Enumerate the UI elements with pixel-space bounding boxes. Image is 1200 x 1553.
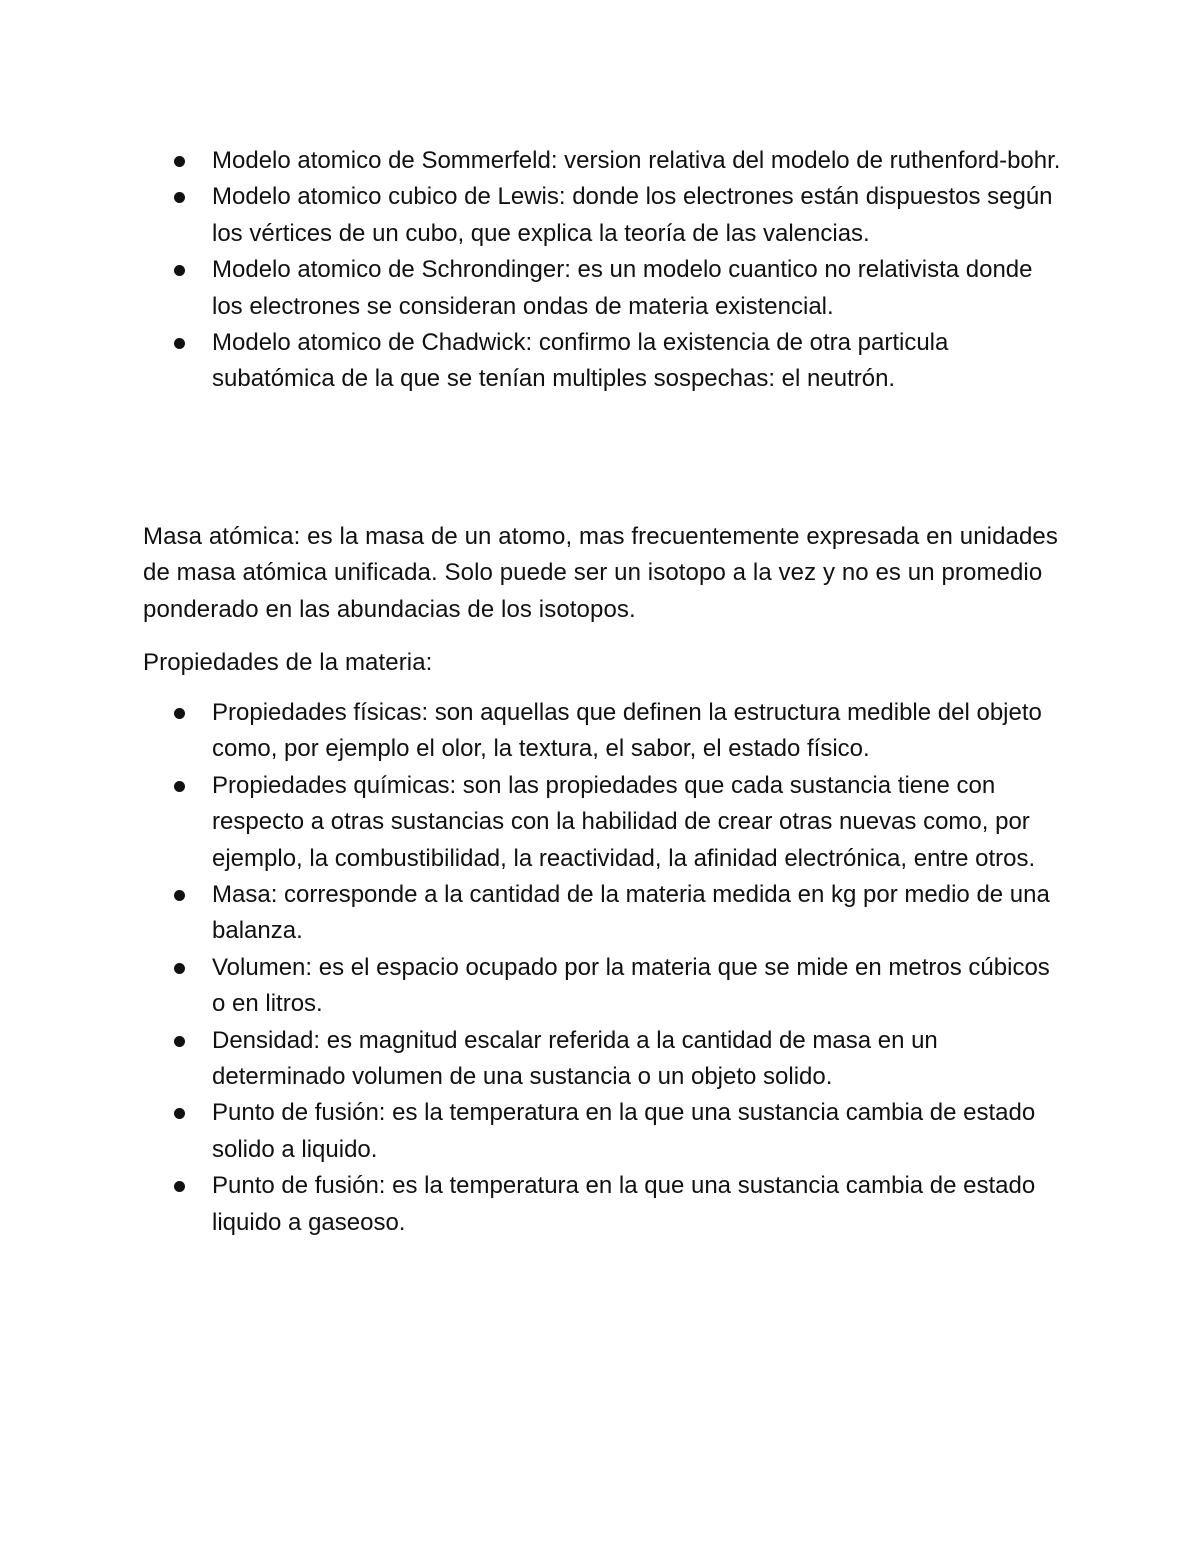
list-item-text: Masa: corresponde a la cantidad de la materia medida en kg por medio de una balanza.: [212, 881, 1050, 945]
list-item: [0, 950, 1067, 1023]
bullet-icon: [174, 1036, 185, 1047]
list-item: [0, 1095, 1067, 1168]
bullet-icon: [174, 781, 185, 792]
list-item-text: Volumen: es el espacio ocupado por la materia que se mide en metros cúbicos o en litros.: [212, 953, 1050, 1018]
bullet-icon: [174, 1108, 185, 1119]
bullet-icon: [174, 1181, 185, 1192]
list-item-text: Propiedades químicas: son las propiedades que cada sustancia tiene con respecto a otras sustancias con la habilidad de crear otras nuevas como, por ejemplo, la combustibilidad, la reactividad, la afinidad electrónica, entre otros.: [212, 771, 1036, 872]
propiedades-list: [0, 695, 1100, 1241]
atomic-models-list: [0, 143, 1100, 398]
list-item-text: Modelo atomico de Sommerfeld: version relativa del modelo de ruthenford-bohr.: [212, 147, 1061, 174]
list-item: [0, 143, 1067, 179]
list-item-text: Punto de fusión: es la temperatura en la que una sustancia cambia de estado liquido a gaseoso.: [212, 1172, 1036, 1236]
list-item: [0, 695, 1067, 768]
bullet-icon: [174, 156, 185, 167]
bullet-icon: [174, 890, 185, 901]
list-item: [0, 1023, 1067, 1096]
list-item: [0, 179, 1067, 252]
bullet-icon: [174, 963, 185, 974]
masa-atomica-paragraph: Masa atómica: es la masa de un atomo, mas frecuentemente expresada en unidades de masa atómica unificada. Solo puede ser un isotopo a la vez y no es un promedio ponderado en las abundacias de los isotopos.: [143, 523, 1058, 623]
list-item: [0, 877, 1067, 950]
list-item: [0, 325, 1067, 398]
propiedades-heading: Propiedades de la materia:: [143, 649, 433, 676]
list-item-text: Propiedades físicas: son aquellas que definen la estructura medible del objeto como, por ejemplo el olor, la textura, el sabor, el estado físico.: [212, 699, 1042, 763]
list-item-text: Punto de fusión: es la temperatura en la que una sustancia cambia de estado solido a liquido.: [212, 1099, 1036, 1163]
list-item-text: Modelo atomico cubico de Lewis: donde los electrones están dispuestos según los vértices de un cubo, que explica la teoría de las valencias.: [212, 183, 1053, 247]
list-item-text: Modelo atomico de Chadwick: confirmo la existencia de otra particula subatómica de la que se tenían multiples sospechas: el neutrón.: [212, 329, 949, 393]
list-item: [0, 1168, 1067, 1241]
list-item-text: Densidad: es magnitud escalar referida a la cantidad de masa en un determinado volumen de una sustancia o un objeto solido.: [212, 1026, 938, 1091]
list-item-text: Modelo atomico de Schrondinger: es un modelo cuantico no relativista donde los electrones se consideran ondas de materia existencial.: [212, 256, 1033, 320]
bullet-icon: [174, 338, 185, 349]
bullet-icon: [174, 265, 185, 276]
list-item: [0, 252, 1067, 325]
bullet-icon: [174, 708, 185, 719]
list-item: [0, 768, 1067, 877]
bullet-icon: [174, 192, 185, 203]
